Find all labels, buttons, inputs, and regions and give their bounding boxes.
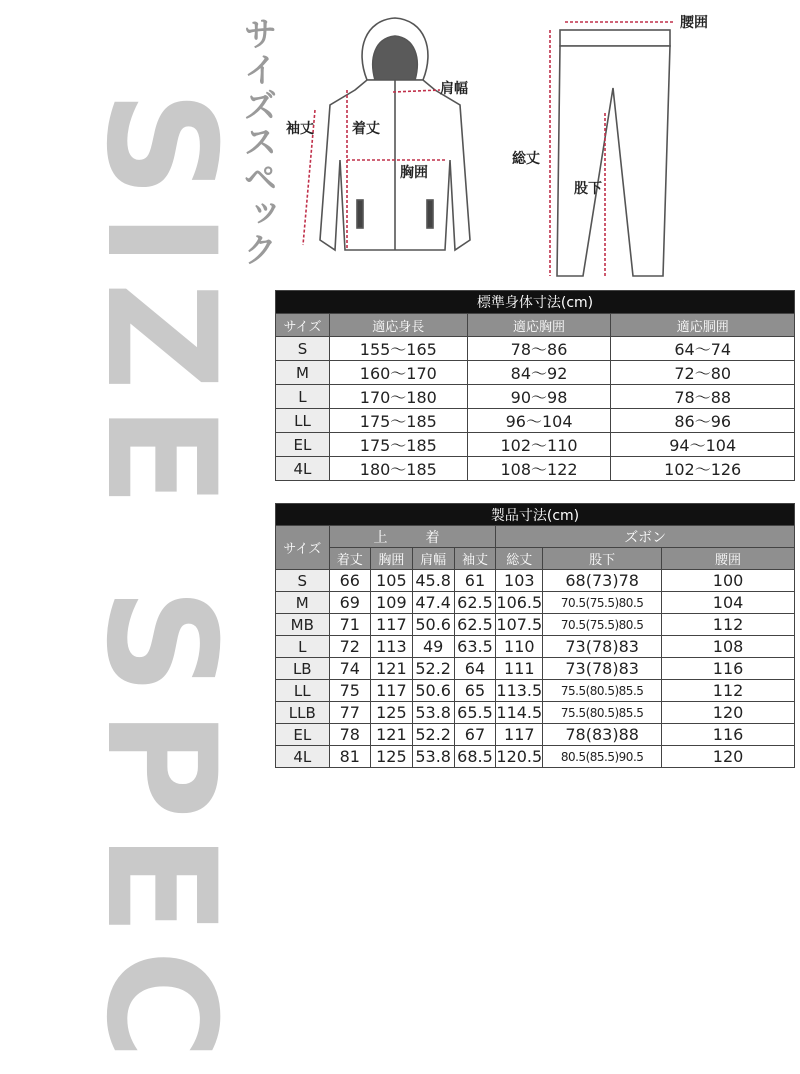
standard-table-caption: 標準身体寸法(cm): [276, 291, 795, 314]
product-size-table: [275, 503, 795, 768]
standard-header-0: サイズ: [276, 314, 330, 337]
length-label: 着丈: [352, 121, 380, 137]
value-cell: 62.5: [454, 614, 496, 636]
standard-header-1: 適応身長: [329, 314, 467, 337]
value-cell: 120: [662, 746, 795, 768]
table-row: [276, 457, 795, 481]
product-subheader-4: 総丈: [496, 548, 543, 570]
value-cell: 65.5: [454, 702, 496, 724]
table-row: [276, 337, 795, 361]
value-cell: 81: [329, 746, 371, 768]
product-subheader-1: 胸囲: [371, 548, 413, 570]
value-cell: 175〜185: [329, 433, 467, 457]
value-cell: 78: [329, 724, 371, 746]
size-cell: M: [276, 592, 330, 614]
value-cell: 86〜96: [611, 409, 795, 433]
total-length-label: 総丈: [512, 151, 540, 167]
value-cell: 102〜110: [467, 433, 611, 457]
chest-label: 胸囲: [400, 165, 428, 181]
value-cell: 78〜86: [467, 337, 611, 361]
value-cell: 120.5: [496, 747, 543, 766]
value-cell: 71: [329, 614, 371, 636]
value-cell: 49: [412, 636, 454, 658]
table-row: [276, 746, 795, 768]
product-table-caption: 製品寸法(cm): [276, 504, 795, 526]
size-cell: 4L: [276, 746, 330, 768]
value-cell: 70.5(75.5)80.5: [543, 592, 662, 614]
value-cell: 106.5: [496, 593, 543, 612]
size-cell: 4L: [276, 457, 330, 481]
size-cell: EL: [276, 433, 330, 457]
size-cell: MB: [276, 614, 330, 636]
standard-header-2: 適応胸囲: [467, 314, 611, 337]
table-row: [276, 614, 795, 636]
value-cell: 102〜126: [611, 457, 795, 481]
value-cell: 47.4: [412, 592, 454, 614]
value-cell: 80.5(85.5)90.5: [543, 746, 662, 768]
value-cell: 75: [329, 680, 371, 702]
value-cell: 63.5: [454, 636, 496, 658]
value-cell: 108: [662, 636, 795, 658]
value-cell: 77: [329, 702, 371, 724]
value-cell: 112: [662, 614, 795, 636]
value-cell: 116: [662, 724, 795, 746]
table-row: [276, 636, 795, 658]
value-cell: 155〜165: [329, 337, 467, 361]
standard-size-table: [275, 290, 795, 481]
value-cell: 53.8: [412, 702, 454, 724]
value-cell: 113.5: [496, 681, 543, 700]
value-cell: 75.5(80.5)85.5: [543, 680, 662, 702]
value-cell: 103: [496, 570, 543, 592]
table-row: [276, 570, 795, 592]
value-cell: 175〜185: [329, 409, 467, 433]
value-cell: 109: [371, 592, 413, 614]
value-cell: 96〜104: [467, 409, 611, 433]
value-cell: 52.2: [412, 658, 454, 680]
table-row: [276, 592, 795, 614]
value-cell: 114.5: [496, 703, 543, 722]
size-cell: LL: [276, 409, 330, 433]
value-cell: 116: [662, 658, 795, 680]
value-cell: 53.8: [412, 746, 454, 768]
value-cell: 120: [662, 702, 795, 724]
jacket-illustration: [285, 10, 485, 260]
value-cell: 125: [371, 702, 413, 724]
pants-header: ズボン: [496, 526, 795, 548]
value-cell: 68(73)78: [543, 570, 662, 592]
value-cell: 112: [662, 680, 795, 702]
product-subheader-0: 着丈: [329, 548, 371, 570]
value-cell: 52.2: [412, 724, 454, 746]
size-cell: LL: [276, 680, 330, 702]
size-spec-title: SIZE SPEC: [73, 90, 247, 1074]
size-spec-japanese-title: サイズスペック: [237, 16, 277, 268]
value-cell: 170〜180: [329, 385, 467, 409]
value-cell: 64: [454, 658, 496, 680]
value-cell: 50.6: [412, 680, 454, 702]
value-cell: 45.8: [412, 570, 454, 592]
value-cell: 72〜80: [611, 361, 795, 385]
sleeve-label: 袖丈: [286, 121, 314, 137]
product-subheader-5: 股下: [543, 548, 662, 570]
value-cell: 160〜170: [329, 361, 467, 385]
value-cell: 100: [662, 570, 795, 592]
table-row: [276, 409, 795, 433]
shoulder-label: 肩幅: [440, 81, 468, 97]
value-cell: 75.5(80.5)85.5: [543, 702, 662, 724]
value-cell: 78〜88: [611, 385, 795, 409]
value-cell: 121: [371, 724, 413, 746]
value-cell: 105: [371, 570, 413, 592]
value-cell: 66: [329, 570, 371, 592]
value-cell: 69: [329, 592, 371, 614]
size-cell: L: [276, 385, 330, 409]
value-cell: 107.5: [496, 615, 543, 634]
value-cell: 74: [329, 658, 371, 680]
product-subheader-2: 肩幅: [412, 548, 454, 570]
standard-header-3: 適応胴囲: [611, 314, 795, 337]
value-cell: 73(78)83: [543, 636, 662, 658]
value-cell: 125: [371, 746, 413, 768]
value-cell: 104: [662, 592, 795, 614]
value-cell: 90〜98: [467, 385, 611, 409]
table-row: [276, 680, 795, 702]
waist-label: 腰囲: [680, 15, 708, 31]
table-row: [276, 724, 795, 746]
value-cell: 121: [371, 658, 413, 680]
value-cell: 94〜104: [611, 433, 795, 457]
product-subheader-3: 袖丈: [454, 548, 496, 570]
value-cell: 64〜74: [611, 337, 795, 361]
value-cell: 73(78)83: [543, 658, 662, 680]
jacket-header: 上 着: [329, 526, 496, 548]
value-cell: 78(83)88: [543, 724, 662, 746]
table-row: [276, 433, 795, 457]
value-cell: 72: [329, 636, 371, 658]
table-row: [276, 702, 795, 724]
value-cell: 108〜122: [467, 457, 611, 481]
value-cell: 67: [454, 724, 496, 746]
size-cell: LB: [276, 658, 330, 680]
table-row: [276, 385, 795, 409]
product-size-header: サイズ: [276, 526, 330, 570]
value-cell: 117: [496, 724, 543, 746]
table-row: [276, 361, 795, 385]
value-cell: 65: [454, 680, 496, 702]
size-cell: S: [276, 570, 330, 592]
table-row: [276, 658, 795, 680]
size-cell: L: [276, 636, 330, 658]
value-cell: 117: [371, 680, 413, 702]
size-cell: M: [276, 361, 330, 385]
inseam-label: 股下: [574, 181, 602, 197]
value-cell: 61: [454, 570, 496, 592]
value-cell: 68.5: [454, 746, 496, 768]
value-cell: 70.5(75.5)80.5: [543, 614, 662, 636]
value-cell: 84〜92: [467, 361, 611, 385]
value-cell: 117: [371, 614, 413, 636]
size-cell: EL: [276, 724, 330, 746]
value-cell: 113: [371, 636, 413, 658]
value-cell: 50.6: [412, 614, 454, 636]
size-cell: S: [276, 337, 330, 361]
product-subheader-6: 腰囲: [662, 548, 795, 570]
size-cell: LLB: [276, 702, 330, 724]
value-cell: 62.5: [454, 592, 496, 614]
value-cell: 180〜185: [329, 457, 467, 481]
value-cell: 110: [496, 636, 543, 658]
value-cell: 111: [496, 658, 543, 680]
